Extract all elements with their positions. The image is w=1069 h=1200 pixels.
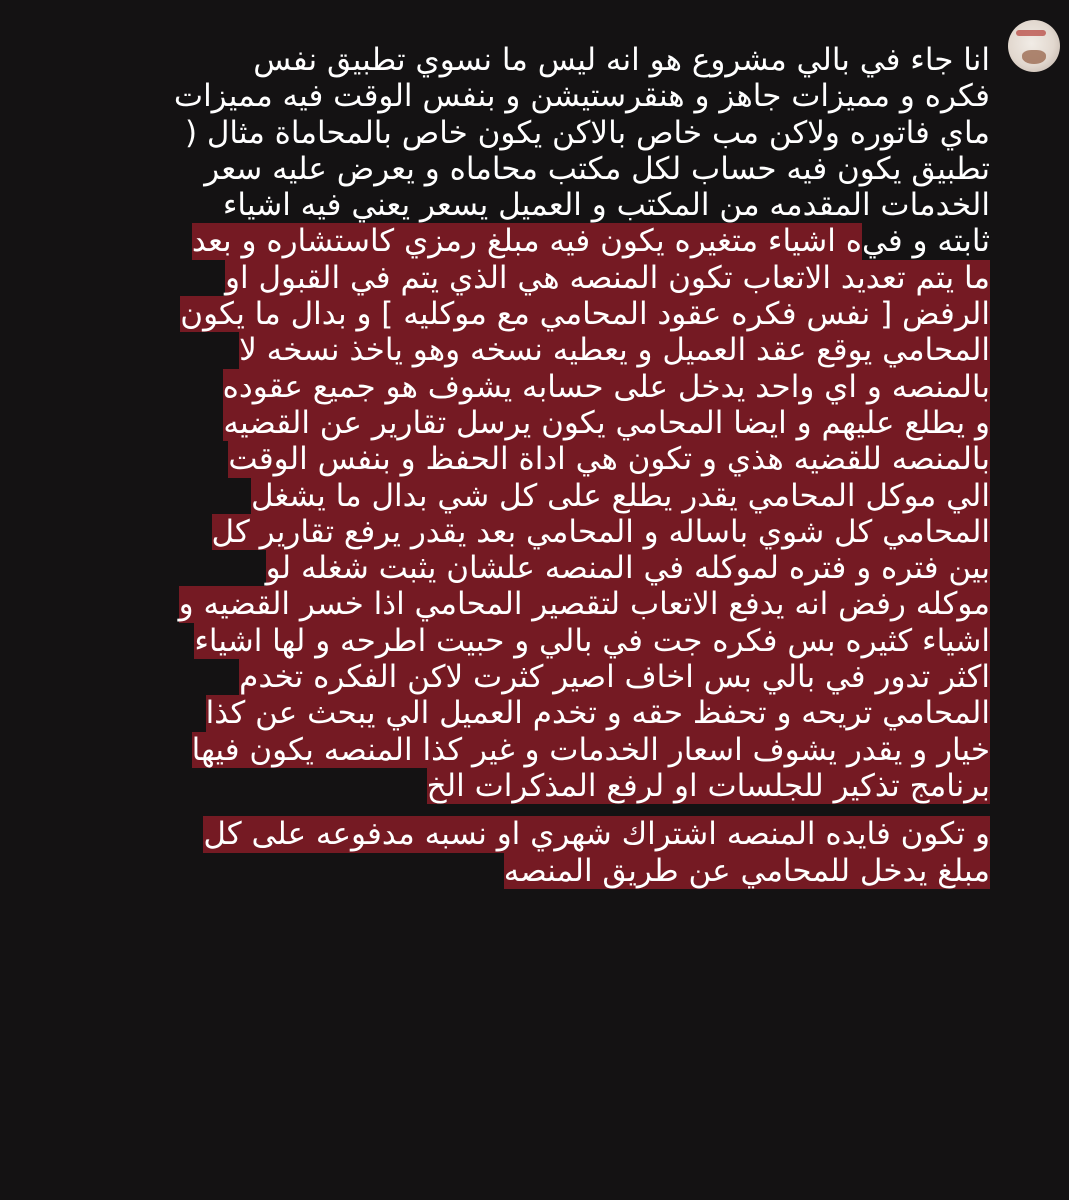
paragraph-gap	[0, 804, 990, 816]
message-line	[0, 550, 990, 586]
message-line	[0, 514, 990, 550]
line-text-plain: ثابته و في	[861, 223, 990, 260]
message-line	[0, 586, 990, 622]
message-line	[0, 441, 990, 477]
avatar-headband	[1016, 30, 1046, 36]
message-line	[0, 816, 990, 852]
highlighted-text: و تكون فايده المنصه اشتراك شهري او نسبه مدفوعه على كل	[203, 816, 990, 853]
message-line	[0, 405, 990, 441]
highlighted-text: بالمنصه و اي واحد يدخل على حسابه يشوف هو جميع عقوده	[222, 368, 990, 405]
highlighted-text: الرفض [ نفس فكره عقود المحامي مع موكليه ] و بدال ما يكون	[180, 296, 990, 333]
highlighted-text: المحامي تريحه و تحفظ حقه و تخدم العميل الي يبحث عن كذا	[205, 695, 990, 732]
highlighted-text: اكثر تدور في بالي بس اخاف اصير كثرت لاكن الفكره تخدم	[239, 659, 990, 696]
highlighted-text: بالمنصه للقضيه هذي و تكون هي اداة الحفظ و بنفس الوقت	[228, 441, 990, 478]
message-line	[0, 296, 990, 332]
message-line	[0, 853, 990, 889]
message-line	[0, 623, 990, 659]
message-line	[0, 223, 990, 259]
highlighted-text: مبلغ يدخل للمحامي عن طريق المنصه	[503, 852, 990, 889]
highlighted-text: ما يتم تعديد الاتعاب تكون المنصه هي الذي يتم في القبول او	[225, 259, 990, 296]
line-text: انا جاء في بالي مشروع هو انه ليس ما نسوي تطبيق نفس	[253, 42, 990, 78]
message-line	[0, 768, 990, 804]
message-line	[0, 260, 990, 296]
highlighted-text: اشياء كثيره بس فكره جت في بالي و حبيت اطرحه و لها اشياء	[194, 622, 990, 659]
message-line	[0, 369, 990, 405]
line-text: فكره و مميزات جاهز و هنقرستيشن و بنفس الوقت فيه مميزات	[173, 78, 990, 115]
message-line	[0, 42, 990, 78]
message-line	[0, 478, 990, 514]
message-text	[0, 42, 990, 889]
profile-avatar-icon[interactable]	[1008, 20, 1060, 72]
highlighted-text: الي موكل المحامي يقدر يطلع على كل شي بدال ما يشغل	[251, 477, 990, 514]
highlighted-text: ه اشياء متغيره يكون فيه مبلغ رمزي كاستشاره و بعد	[191, 223, 862, 260]
highlighted-text: خيار و يقدر يشوف اسعار الخدمات و غير كذا المنصه يكون فيها	[191, 731, 990, 768]
highlighted-text: بين فتره و فتره لموكله في المنصه علشان يثبت شغله لو	[265, 550, 990, 587]
highlighted-text: المحامي يوقع عقد العميل و يعطيه نسخه وهو ياخذ نسخه لا	[239, 332, 990, 369]
line-text: الخدمات المقدمه من المكتب و العميل يسعر يعني فيه اشياء	[222, 187, 990, 224]
line-text: ماي فاتوره ولاكن مب خاص بالاكن يكون خاص بالمحاماة مثال (	[184, 114, 990, 151]
highlighted-text: المحامي كل شوي باساله و المحامي بعد يقدر يرفع تقارير كل	[211, 513, 990, 550]
message-line	[0, 78, 990, 114]
line-text: تطبيق يكون فيه حساب لكل مكتب محاماه و يعرض عليه سعر	[204, 150, 990, 187]
message-line	[0, 151, 990, 187]
message-line	[0, 332, 990, 368]
message-line	[0, 732, 990, 768]
avatar-face	[1022, 50, 1046, 64]
message-line	[0, 187, 990, 223]
highlighted-text: و يطلع عليهم و ايضا المحامي يكون يرسل تقارير عن القضيه	[223, 404, 990, 441]
message-line	[0, 695, 990, 731]
highlighted-text: موكله رفض انه يدفع الاتعاب لتقصير المحامي اذا خسر القضيه و	[178, 586, 990, 623]
message-line	[0, 659, 990, 695]
highlighted-text: برنامج تذكير للجلسات او لرفع المذكرات الخ	[426, 767, 990, 804]
message-line	[0, 115, 990, 151]
